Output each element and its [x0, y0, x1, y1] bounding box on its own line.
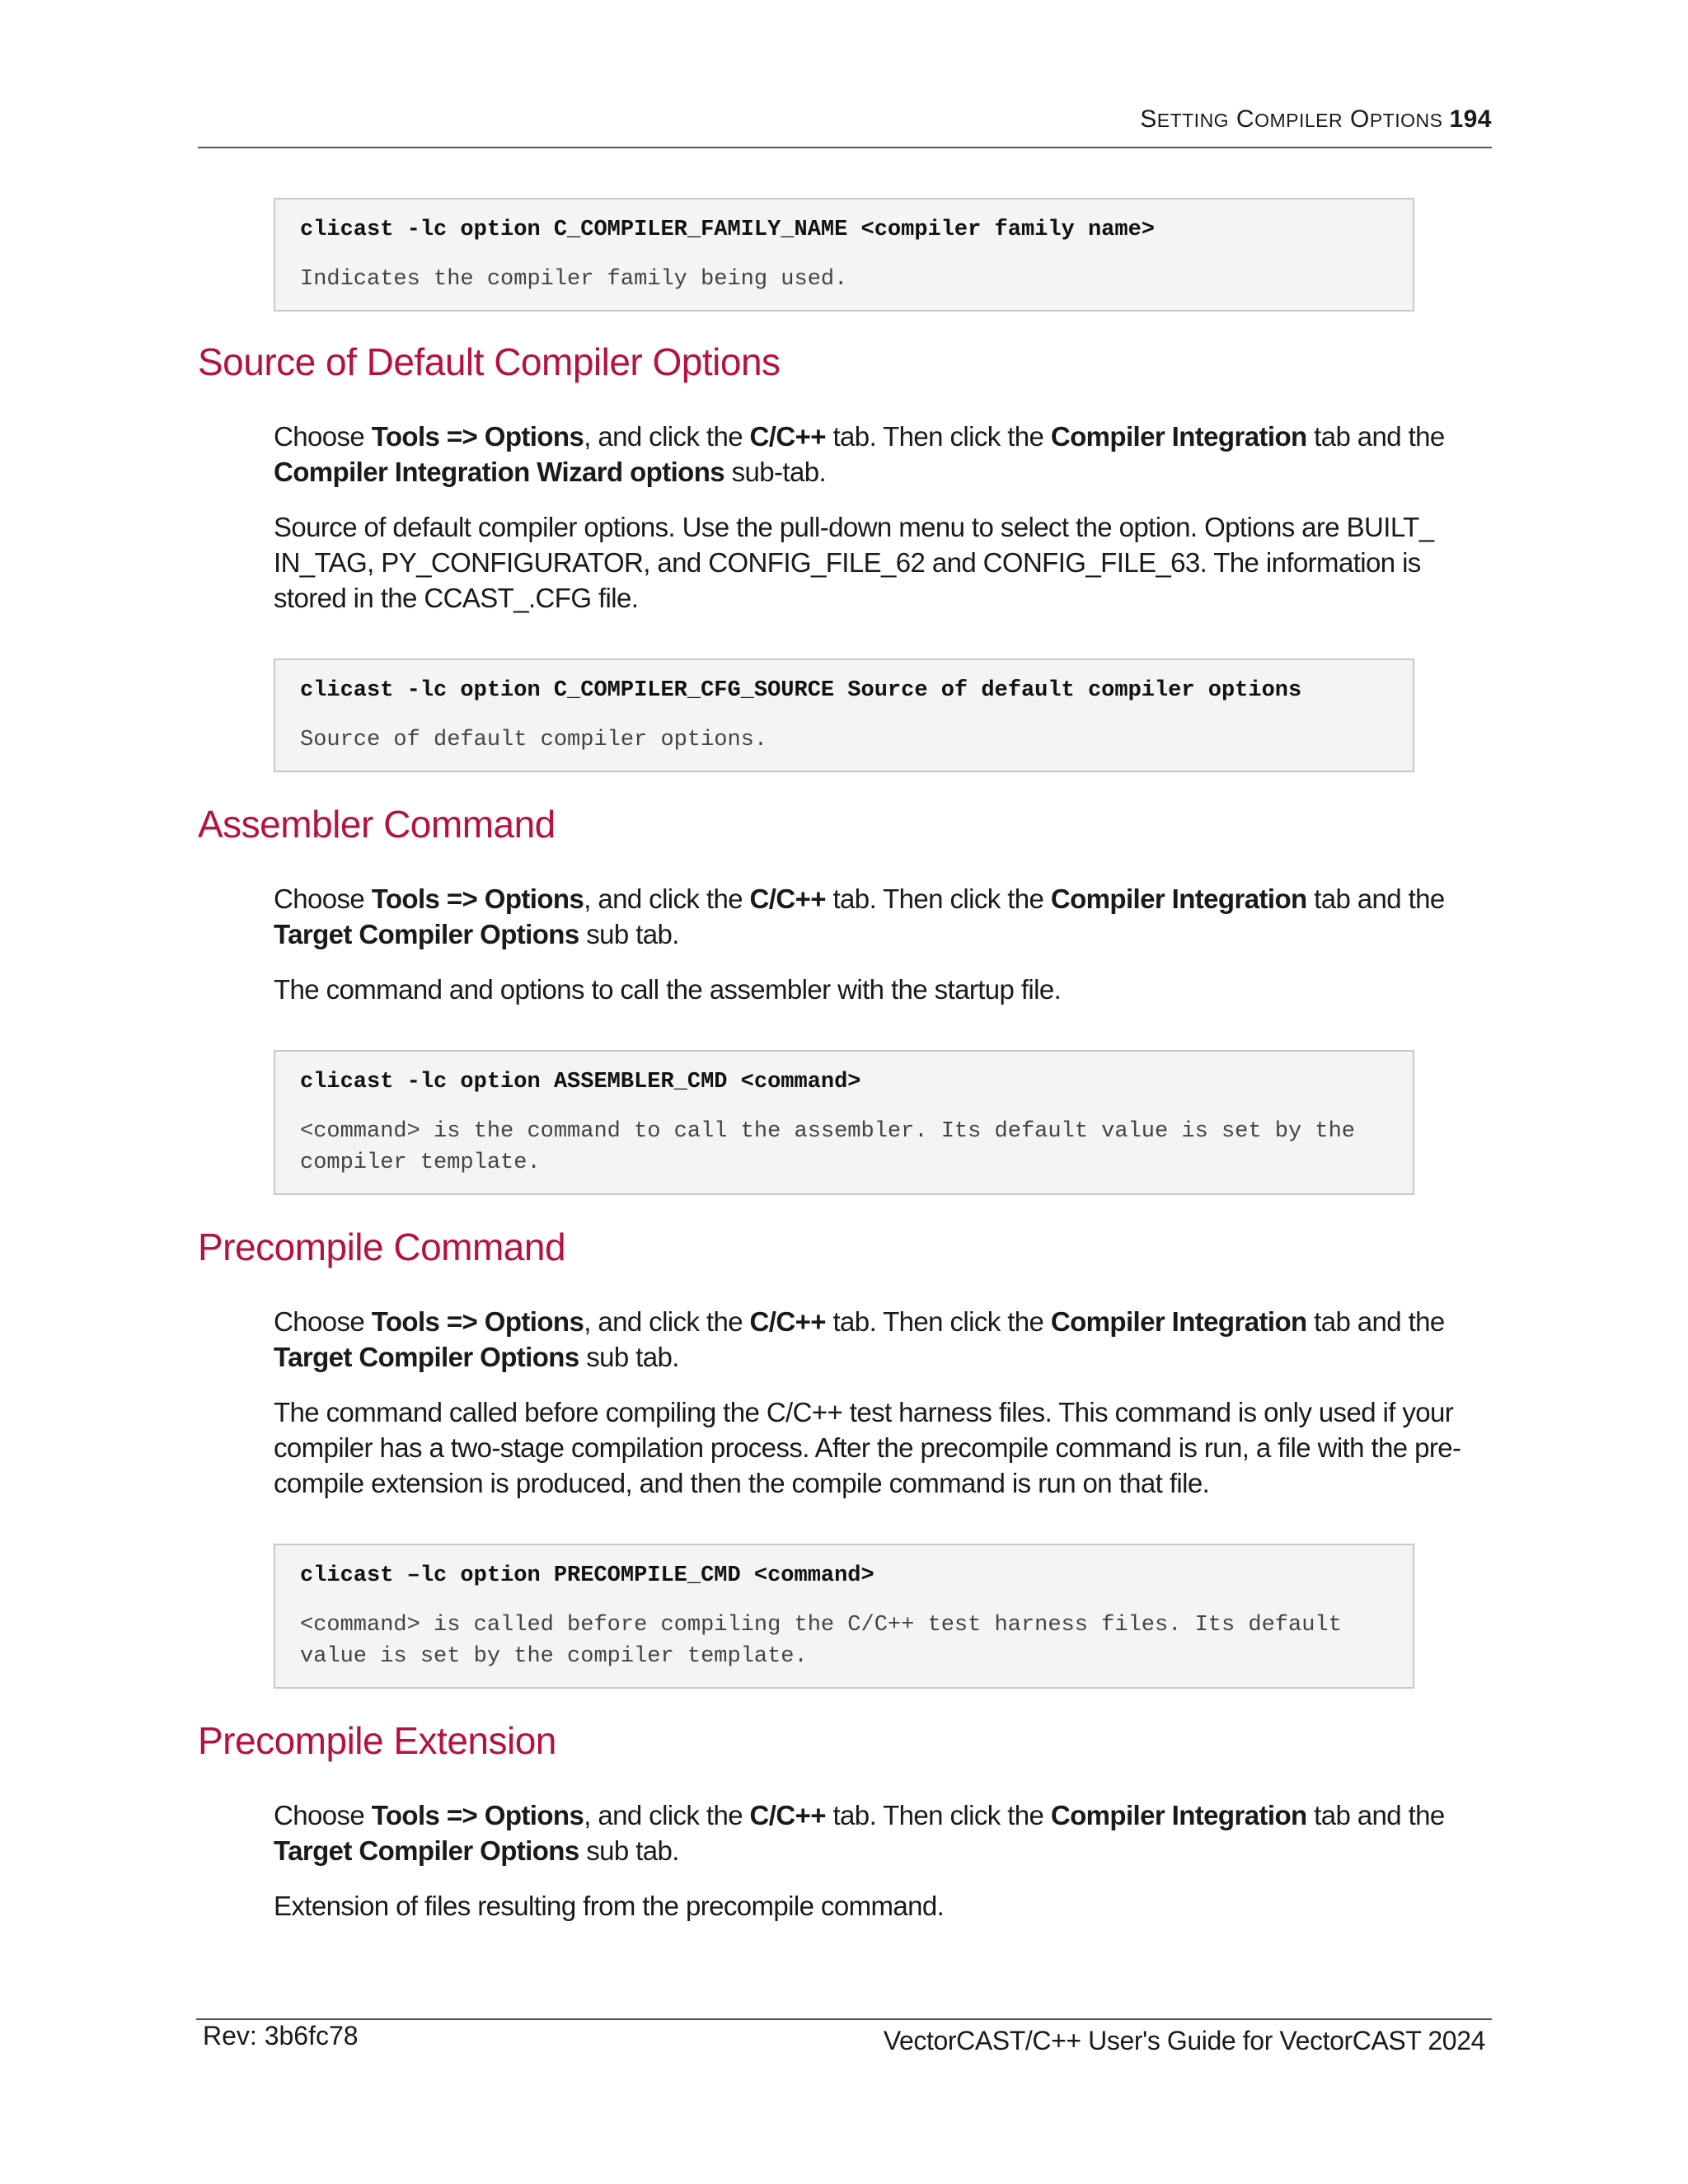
- section-heading-source-default: Source of Default Compiler Options: [198, 340, 781, 383]
- section-heading-precompile-command: Precompile Command: [198, 1226, 566, 1268]
- instruction-paragraph: Choose Tools => Options, and click the C/C++ tab. Then click the Compiler Integration tab and the Target Compiler Options sub tab.: [274, 1800, 1445, 1866]
- code-command: clicast -lc option C_COMPILER_FAMILY_NAME <compiler family name>: [300, 218, 1155, 242]
- footer-revision: Rev: 3b6fc78: [203, 2021, 359, 2050]
- code-description: <command> is called before compiling the C/C++ test harness files. Its default value is set by the compiler template.: [300, 1613, 1342, 1669]
- code-command: clicast -lc option C_COMPILER_CFG_SOURCE Source of default compiler options: [300, 678, 1302, 703]
- code-command: clicast –lc option PRECOMPILE_CMD <command>: [300, 1563, 874, 1588]
- code-block-assembler-cmd: [274, 1050, 1414, 1195]
- code-block-cfg-source: [274, 658, 1414, 772]
- code-description: Source of default compiler options.: [300, 728, 768, 752]
- page-header: [198, 105, 1492, 148]
- description-paragraph: Source of default compiler options. Use the pull-down menu to select the option. Options are BUILT_ IN_TAG, PY_CONFIGURATOR, and CONFIG_FILE_62 and CONFIG_FILE_63. The information is stored in the CCAST_.CFG file.: [274, 512, 1434, 613]
- description-paragraph: The command and options to call the assembler with the startup file.: [274, 974, 1062, 1005]
- instruction-paragraph: Choose Tools => Options, and click the C/C++ tab. Then click the Compiler Integration tab and the Compiler Integration Wizard options sub-tab.: [274, 421, 1445, 487]
- description-paragraph: The command called before compiling the C/C++ test harness files. This command is only used if your compiler has a two-stage compilation process. After the precompile command is run, a file with the pre-compile extension is produced, and then the compile command is run on that file.: [274, 1397, 1461, 1498]
- instruction-paragraph: Choose Tools => Options, and click the C/C++ tab. Then click the Compiler Integration tab and the Target Compiler Options sub tab.: [274, 1306, 1445, 1372]
- header-title: SETTING COMPILER OPTIONS: [1140, 105, 1443, 133]
- section-heading-assembler-command: Assembler Command: [198, 803, 556, 846]
- code-block-compiler-family: [274, 198, 1414, 312]
- code-description: Indicates the compiler family being used.: [300, 267, 848, 292]
- footer-guide-title: VectorCAST/C++ User's Guide for VectorCAST 2024: [883, 2026, 1485, 2055]
- page-content: [198, 196, 1492, 1924]
- code-command: clicast -lc option ASSEMBLER_CMD <command>: [300, 1070, 861, 1094]
- instruction-paragraph: Choose Tools => Options, and click the C/C++ tab. Then click the Compiler Integration tab and the Target Compiler Options sub tab.: [274, 883, 1445, 949]
- code-description: <command> is the command to call the assembler. Its default value is set by the compiler template.: [300, 1119, 1356, 1175]
- section-heading-precompile-extension: Precompile Extension: [198, 1719, 556, 1762]
- footer-divider: [196, 2018, 1492, 2020]
- code-block-precompile-cmd: [274, 1544, 1414, 1689]
- description-paragraph: Extension of files resulting from the precompile command.: [274, 1891, 945, 1921]
- page-number: 194: [1449, 105, 1492, 133]
